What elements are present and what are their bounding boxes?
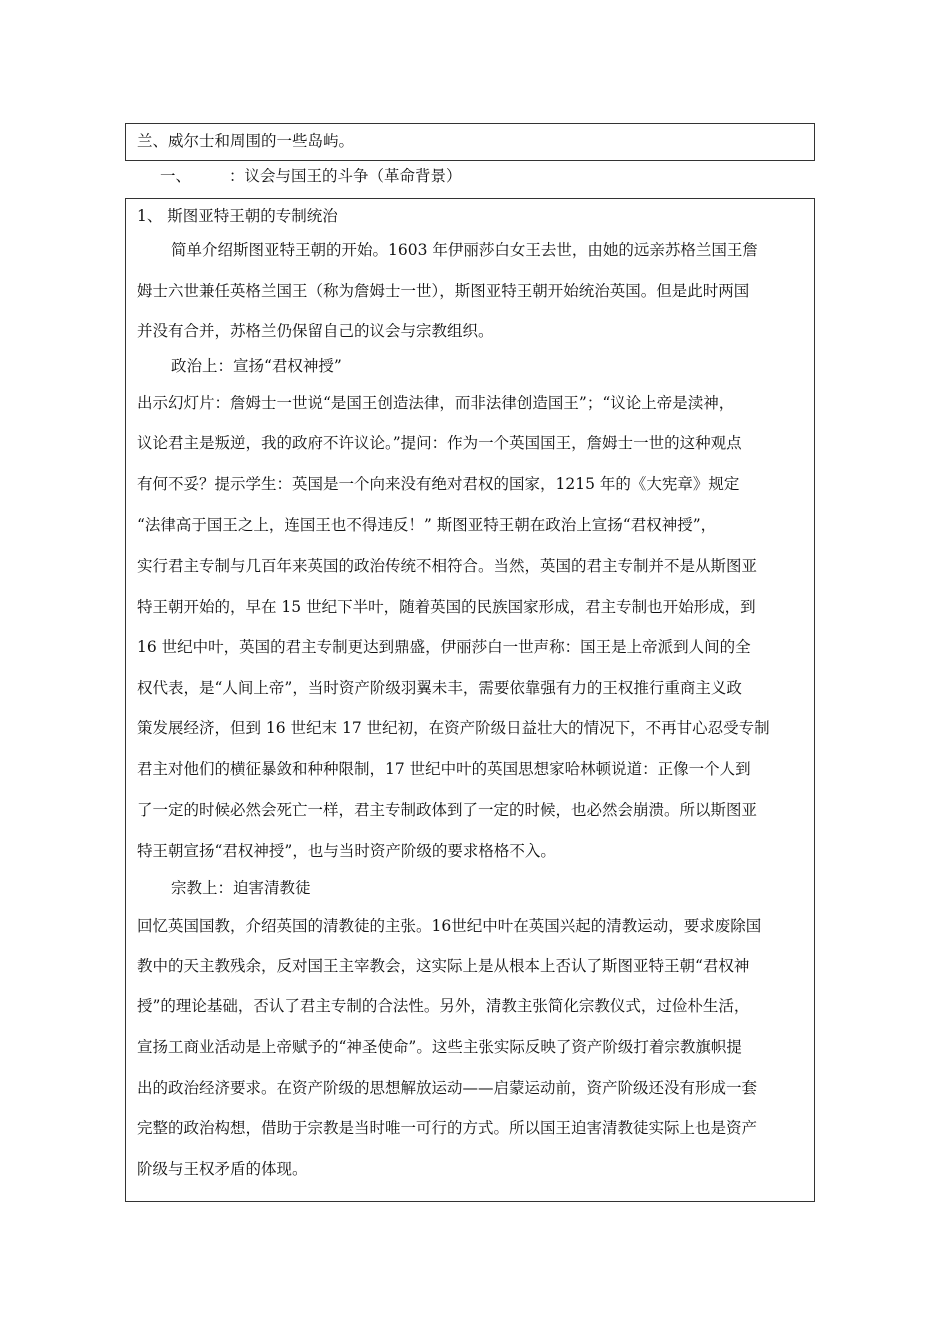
paragraph-line: 权代表，是“人间上帝”，当时资产阶级羽翼未丰，需要依靠强有力的王权推行重商主义政 bbox=[137, 679, 742, 697]
paragraph-line: 出的政治经济要求。在资产阶级的思想解放运动——启蒙运动前，资产阶级还没有形成一套 bbox=[137, 1079, 758, 1097]
paragraph-line: 有何不妥？提示学生：英国是一个向来没有绝对君权的国家，1215 年的《大宪章》规定 bbox=[137, 475, 740, 493]
paragraph-line: 特王朝开始的，早在 15 世纪下半叶，随着英国的民族国家形成，君主专制也开始形成，到 bbox=[137, 598, 756, 616]
paragraph-line: 特王朝宣扬“君权神授”，也与当时资产阶级的要求格格不入。 bbox=[137, 842, 556, 860]
paragraph-line: 教中的天主教残余，反对国王主宰教会，这实际上是从根本上否认了斯图亚特王朝“君权神 bbox=[137, 957, 750, 975]
continuation-box bbox=[125, 123, 815, 161]
subheading-religion: 宗教上：迫害清教徒 bbox=[171, 879, 311, 897]
content-box bbox=[125, 198, 815, 1202]
paragraph-line: 简单介绍斯图亚特王朝的开始。1603 年伊丽莎白女王去世，由她的远亲苏格兰国王詹 bbox=[171, 241, 758, 259]
section-heading bbox=[160, 166, 462, 186]
paragraph-line: 实行君主专制与几百年来英国的政治传统不相符合。当然，英国的君主专制并不是从斯图亚 bbox=[137, 557, 758, 575]
paragraph-line: 出示幻灯片：詹姆士一世说“是国王创造法律，而非法律创造国王”；“议论上帝是渎神， bbox=[137, 394, 735, 412]
paragraph-line: 策发展经济，但到 16 世纪末 17 世纪初，在资产阶级日益壮大的情况下，不再甘心忍受专制 bbox=[137, 719, 770, 737]
paragraph-line: 议论君主是叛逆，我的政府不许议论。”提问：作为一个英国国王，詹姆士一世的这种观点 bbox=[137, 434, 742, 452]
paragraph-line: 回忆英国国教，介绍英国的清教徒的主张。16世纪中叶在英国兴起的清教运动，要求废除国 bbox=[137, 917, 762, 935]
subsection-title: 1、 斯图亚特王朝的专制统治 bbox=[137, 207, 338, 225]
continuation-text: 兰、威尔士和周围的一些岛屿。 bbox=[137, 132, 355, 150]
paragraph-line: “法律高于国王之上，连国王也不得违反！” 斯图亚特王朝在政治上宣扬“君权神授”， bbox=[137, 516, 717, 534]
paragraph-line: 授”的理论基础，否认了君主专制的合法性。另外，清教主张简化宗教仪式，过俭朴生活， bbox=[137, 997, 750, 1015]
subheading-politics: 政治上：宣扬“君权神授” bbox=[171, 357, 342, 375]
section-title: ：议会与国王的斗争（革命背景） bbox=[229, 167, 462, 185]
paragraph-line: 君主对他们的横征暴敛和种种限制，17 世纪中叶的英国思想家哈林顿说道：正像一个人到 bbox=[137, 760, 751, 778]
paragraph-line: 姆士六世兼任英格兰国王（称为詹姆士一世），斯图亚特王朝开始统治英国。但是此时两国 bbox=[137, 282, 750, 300]
paragraph-line: 并没有合并，苏格兰仍保留自己的议会与宗教组织。 bbox=[137, 322, 494, 340]
paragraph-line: 了一定的时候必然会死亡一样，君主专制政体到了一定的时候，也必然会崩溃。所以斯图亚 bbox=[137, 801, 758, 819]
paragraph-line: 完整的政治构想，借助于宗教是当时唯一可行的方式。所以国王迫害清教徒实际上也是资产 bbox=[137, 1119, 758, 1137]
paragraph-line: 宣扬工商业活动是上帝赋予的“神圣使命”。这些主张实际反映了资产阶级打着宗教旗帜提 bbox=[137, 1038, 742, 1056]
paragraph-line: 16 世纪中叶，英国的君主专制更达到鼎盛，伊丽莎白一世声称：国王是上帝派到人间的全 bbox=[137, 638, 751, 656]
paragraph-line: 阶级与王权矛盾的体现。 bbox=[137, 1160, 308, 1178]
section-number: 一、 bbox=[160, 167, 192, 185]
